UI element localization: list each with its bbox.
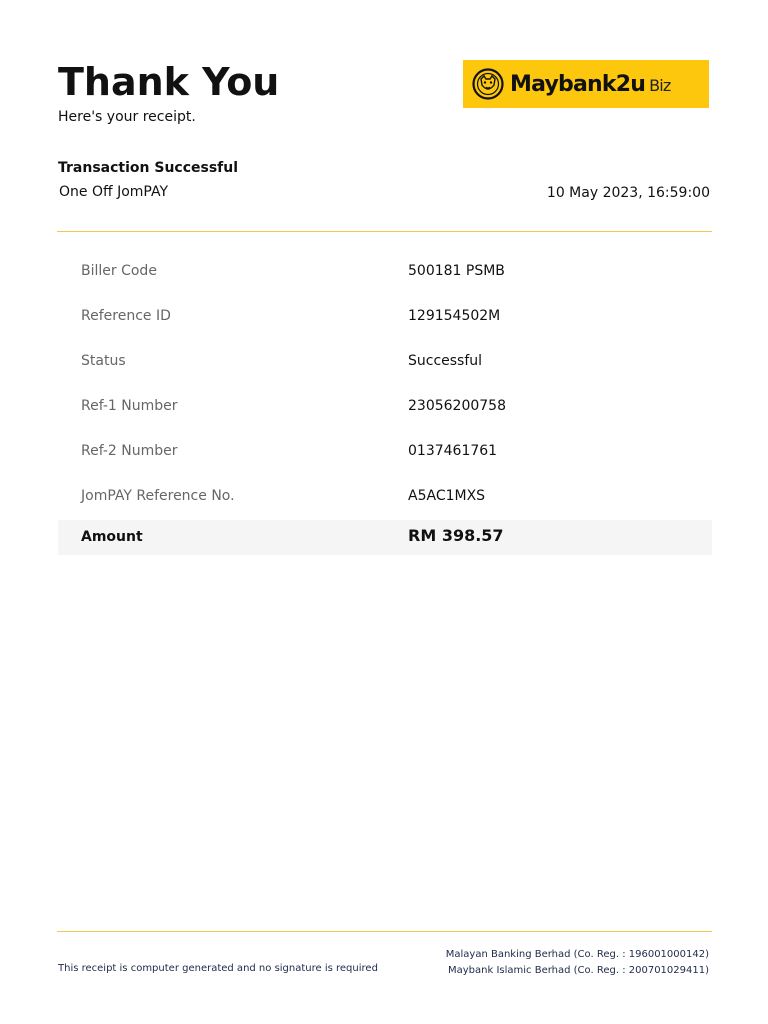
detail-row-biller-code: [58, 248, 712, 293]
detail-label: Ref-1 Number: [81, 398, 178, 414]
detail-label: JomPAY Reference No.: [81, 488, 235, 504]
page-title: Thank You: [58, 60, 280, 104]
detail-value: 500181 PSMB: [408, 263, 505, 279]
detail-row-jompay-reference: [58, 473, 712, 518]
header-divider: [57, 231, 712, 232]
detail-row-status: [58, 338, 712, 383]
detail-value: 0137461761: [408, 443, 498, 459]
transaction-type: One Off JomPAY: [59, 184, 168, 200]
tiger-head-icon: [472, 68, 504, 100]
footer-note: This receipt is computer generated and no signature is required: [58, 963, 378, 974]
page-subtitle: Here's your receipt.: [58, 109, 196, 125]
footer-registration: [446, 947, 709, 979]
detail-value: Successful: [408, 353, 483, 369]
detail-label: Status: [81, 353, 126, 369]
footer-divider: [57, 931, 712, 932]
registration-line-maybank-islamic: Maybank Islamic Berhad (Co. Reg. : 200701029411): [448, 965, 709, 976]
receipt-details: [58, 248, 712, 518]
detail-value: 129154502M: [408, 308, 501, 324]
detail-row-ref-1-number: [58, 383, 712, 428]
logo-suffix: Biz: [649, 75, 671, 95]
detail-label: Reference ID: [81, 308, 171, 324]
transaction-status-heading: Transaction Successful: [58, 160, 239, 176]
detail-row-ref-2-number: [58, 428, 712, 473]
maybank2u-biz-logo: [463, 60, 709, 108]
detail-label: Biller Code: [81, 263, 157, 279]
registration-line-maybank: Malayan Banking Berhad (Co. Reg. : 196001000142): [445, 949, 709, 960]
amount-value: RM 398.57: [408, 526, 504, 545]
detail-row-reference-id: [58, 293, 712, 338]
amount-row: [58, 520, 712, 555]
amount-label: Amount: [81, 529, 143, 545]
detail-label: Ref-2 Number: [81, 443, 178, 459]
detail-value: A5AC1MXS: [408, 488, 486, 504]
transaction-datetime: 10 May 2023, 16:59:00: [546, 185, 710, 201]
logo-brand: Maybank2u Biz: [510, 71, 671, 97]
detail-value: 23056200758: [408, 398, 506, 414]
